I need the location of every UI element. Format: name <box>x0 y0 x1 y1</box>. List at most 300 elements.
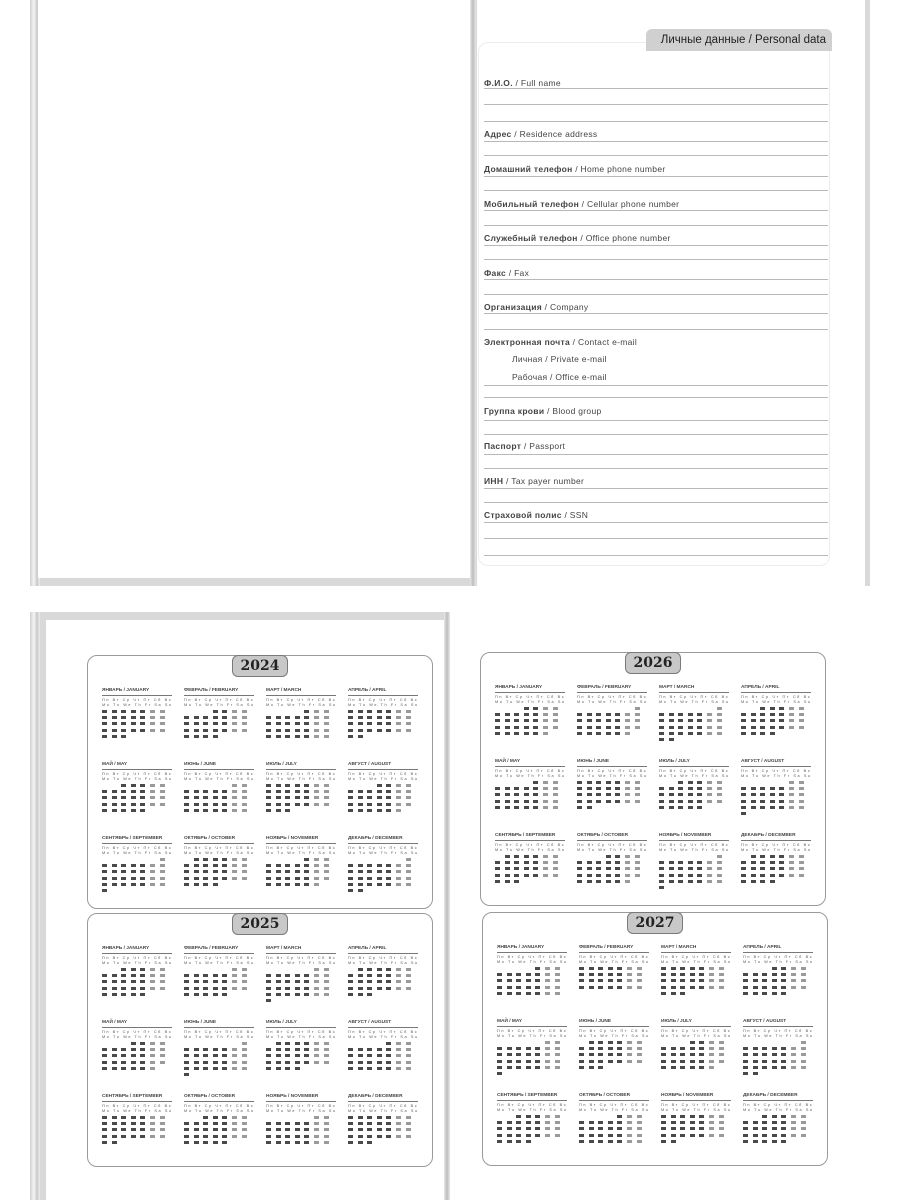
weekday-header-ru: Пн Вт Ср Чт Пт Сб Вс <box>661 955 732 959</box>
day-number <box>799 800 804 803</box>
day-grid <box>102 1042 172 1082</box>
write-in-line[interactable] <box>484 538 828 539</box>
day-number <box>102 1061 107 1064</box>
day-number <box>222 1122 227 1125</box>
write-in-line[interactable] <box>484 190 828 191</box>
day-number <box>386 1128 391 1131</box>
day-number <box>781 986 786 989</box>
day-number <box>295 1054 300 1057</box>
day-number <box>799 855 804 858</box>
field-label-ru: Группа крови <box>484 406 545 416</box>
day-number <box>770 732 775 735</box>
day-number <box>587 880 592 883</box>
day-number <box>232 803 237 806</box>
month-block <box>497 1093 567 1159</box>
day-number <box>314 980 319 983</box>
month-block <box>579 1019 649 1085</box>
day-grid <box>184 968 254 1008</box>
day-number <box>555 992 560 995</box>
month-block <box>102 1020 172 1086</box>
day-number <box>553 713 558 716</box>
day-number <box>102 877 107 880</box>
write-in-line[interactable] <box>484 294 828 295</box>
day-number <box>545 1060 550 1063</box>
day-number <box>232 716 237 719</box>
day-number <box>526 1066 531 1069</box>
day-number <box>184 987 189 990</box>
write-in-line[interactable] <box>484 313 828 314</box>
day-number <box>358 729 363 732</box>
day-number <box>358 864 363 867</box>
day-number <box>555 973 560 976</box>
day-number <box>507 1060 512 1063</box>
day-number <box>545 1066 550 1069</box>
write-in-line[interactable] <box>484 225 828 226</box>
month-name: ДЕКАБРЬ / DECEMBER <box>743 1093 813 1101</box>
day-number <box>285 877 290 880</box>
day-grid <box>348 784 418 824</box>
month-block <box>495 685 565 751</box>
weekday-header-en: Mo Tu We Th Fr Sa Su <box>348 1109 419 1113</box>
day-number <box>555 1047 560 1050</box>
month-name: МАРТ / MARCH <box>659 685 729 693</box>
day-number <box>324 722 329 725</box>
day-number <box>242 722 247 725</box>
day-number <box>770 867 775 870</box>
day-number <box>661 1127 666 1130</box>
day-number <box>743 992 748 995</box>
day-number <box>524 787 529 790</box>
day-number <box>659 806 664 809</box>
day-number <box>348 796 353 799</box>
day-number <box>112 735 117 738</box>
day-number <box>589 1121 594 1124</box>
day-number <box>222 809 227 812</box>
day-number <box>659 719 664 722</box>
write-in-line[interactable] <box>484 279 828 280</box>
weekday-header-ru: Пн Вт Ср Чт Пт Сб Вс <box>743 1103 814 1107</box>
day-number <box>242 864 247 867</box>
field-label-en: Tax payer number <box>511 476 585 486</box>
day-number <box>699 1060 704 1063</box>
write-in-line[interactable] <box>484 502 828 503</box>
day-number <box>121 993 126 996</box>
day-number <box>324 980 329 983</box>
day-number <box>203 803 208 806</box>
day-number <box>406 864 411 867</box>
day-number <box>555 1121 560 1124</box>
day-number <box>213 1135 218 1138</box>
day-number <box>194 858 199 861</box>
day-number <box>751 855 756 858</box>
month-block <box>497 945 567 1011</box>
day-number <box>533 861 538 864</box>
day-number <box>589 1053 594 1056</box>
day-number <box>690 967 695 970</box>
day-number <box>741 713 746 716</box>
day-number <box>276 803 281 806</box>
day-number <box>112 1061 117 1064</box>
day-number <box>112 870 117 873</box>
day-number <box>396 877 401 880</box>
day-number <box>266 870 271 873</box>
day-number <box>276 790 281 793</box>
write-in-line[interactable] <box>484 329 828 330</box>
day-number <box>753 1134 758 1137</box>
day-number <box>377 883 382 886</box>
day-number <box>587 713 592 716</box>
day-number <box>507 1140 512 1143</box>
day-number <box>671 1060 676 1063</box>
day-number <box>285 809 290 812</box>
month-block <box>743 945 813 1011</box>
day-number <box>555 1041 560 1044</box>
day-number <box>533 855 538 858</box>
day-number <box>678 732 683 735</box>
day-number <box>348 716 353 719</box>
field-label-ru: Организация <box>484 302 542 312</box>
day-number <box>358 1116 363 1119</box>
day-number <box>659 738 664 741</box>
day-number <box>184 716 189 719</box>
day-grid <box>661 1041 731 1081</box>
write-in-line[interactable] <box>484 468 828 469</box>
day-number <box>150 803 155 806</box>
day-number <box>524 732 529 735</box>
day-number <box>131 809 136 812</box>
day-number <box>242 790 247 793</box>
day-number <box>799 781 804 784</box>
day-number <box>386 710 391 713</box>
day-number <box>102 710 107 713</box>
day-number <box>497 1053 502 1056</box>
day-number <box>140 790 145 793</box>
day-number <box>497 992 502 995</box>
day-number <box>608 1121 613 1124</box>
write-in-line[interactable] <box>484 121 828 122</box>
day-grid <box>102 968 172 1008</box>
day-number <box>533 800 538 803</box>
month-name: ФЕВРАЛЬ / FEBRUARY <box>184 946 254 954</box>
day-number <box>719 1121 724 1124</box>
day-number <box>697 787 702 790</box>
day-number <box>635 861 640 864</box>
day-number <box>276 729 281 732</box>
day-number <box>669 719 674 722</box>
day-number <box>779 800 784 803</box>
day-number <box>743 1066 748 1069</box>
day-number <box>396 716 401 719</box>
day-number <box>671 1121 676 1124</box>
day-number <box>762 1140 767 1143</box>
day-number <box>396 968 401 971</box>
day-number <box>751 726 756 729</box>
day-number <box>386 1067 391 1070</box>
day-number <box>295 980 300 983</box>
day-number <box>276 1042 281 1045</box>
day-number <box>213 796 218 799</box>
day-number <box>587 726 592 729</box>
day-number <box>526 1060 531 1063</box>
weekday-header-en: Mo Tu We Th Fr Sa Su <box>184 1109 255 1113</box>
day-number <box>598 1121 603 1124</box>
day-number <box>131 722 136 725</box>
day-number <box>635 726 640 729</box>
day-number <box>617 986 622 989</box>
day-number <box>617 1115 622 1118</box>
day-number <box>596 880 601 883</box>
day-number <box>213 790 218 793</box>
write-in-line[interactable] <box>484 488 828 489</box>
weekday-header-ru: Пн Вт Ср Чт Пт Сб Вс <box>579 1103 650 1107</box>
day-number <box>762 979 767 982</box>
day-number <box>627 1041 632 1044</box>
day-number <box>535 1060 540 1063</box>
day-number <box>150 864 155 867</box>
day-number <box>102 870 107 873</box>
day-number <box>779 719 784 722</box>
day-number <box>295 1128 300 1131</box>
weekday-header-ru: Пн Вт Ср Чт Пт Сб Вс <box>102 698 173 702</box>
day-number <box>598 1047 603 1050</box>
day-number <box>751 806 756 809</box>
day-number <box>709 973 714 976</box>
day-grid <box>266 1042 336 1082</box>
day-number <box>396 1067 401 1070</box>
day-number <box>295 735 300 738</box>
write-in-line[interactable] <box>484 385 828 386</box>
month-block <box>266 1020 336 1086</box>
field-label-ru: Электронная почта <box>484 337 571 347</box>
day-number <box>213 987 218 990</box>
day-number <box>213 1141 218 1144</box>
day-number <box>295 870 300 873</box>
day-number <box>688 726 693 729</box>
write-in-line[interactable] <box>484 210 828 211</box>
day-number <box>121 722 126 725</box>
day-number <box>690 979 695 982</box>
day-number <box>406 1048 411 1051</box>
day-number <box>589 979 594 982</box>
day-number <box>707 874 712 877</box>
day-number <box>688 861 693 864</box>
day-number <box>406 1042 411 1045</box>
weekday-header-ru: Пн Вт Ср Чт Пт Сб Вс <box>743 955 814 959</box>
write-in-line[interactable] <box>484 176 828 177</box>
day-number <box>367 980 372 983</box>
day-number <box>184 1061 189 1064</box>
write-in-line[interactable] <box>484 522 828 523</box>
day-number <box>222 790 227 793</box>
day-number <box>661 1053 666 1056</box>
day-number <box>688 874 693 877</box>
day-number <box>596 861 601 864</box>
day-number <box>741 793 746 796</box>
day-number <box>608 1140 613 1143</box>
day-number <box>751 861 756 864</box>
day-number <box>285 1128 290 1131</box>
day-number <box>102 974 107 977</box>
day-number <box>781 1134 786 1137</box>
day-number <box>543 867 548 870</box>
day-number <box>514 726 519 729</box>
day-number <box>150 1116 155 1119</box>
day-number <box>194 1054 199 1057</box>
day-number <box>131 993 136 996</box>
day-grid <box>661 967 731 1007</box>
day-number <box>799 793 804 796</box>
month-block <box>266 946 336 1012</box>
day-number <box>358 722 363 725</box>
day-number <box>598 967 603 970</box>
day-number <box>743 1053 748 1056</box>
day-number <box>112 1141 117 1144</box>
day-number <box>112 722 117 725</box>
day-number <box>717 781 722 784</box>
day-number <box>524 793 529 796</box>
day-number <box>276 974 281 977</box>
day-number <box>789 855 794 858</box>
month-block <box>348 946 418 1012</box>
day-number <box>367 796 372 799</box>
write-in-line[interactable] <box>484 104 828 105</box>
write-in-line[interactable] <box>484 434 828 435</box>
write-in-line[interactable] <box>484 245 828 246</box>
field-label-ru: Служебный телефон <box>484 233 578 243</box>
day-number <box>772 1140 777 1143</box>
day-number <box>497 1047 502 1050</box>
day-number <box>789 793 794 796</box>
day-number <box>751 732 756 735</box>
day-number <box>781 1066 786 1069</box>
day-number <box>112 803 117 806</box>
day-number <box>295 1048 300 1051</box>
day-number <box>396 980 401 983</box>
day-number <box>598 1127 603 1130</box>
day-number <box>213 1122 218 1125</box>
day-number <box>406 987 411 990</box>
day-number <box>112 1128 117 1131</box>
day-number <box>637 1047 642 1050</box>
day-number <box>203 993 208 996</box>
day-number <box>203 974 208 977</box>
day-number <box>535 1066 540 1069</box>
day-number <box>762 973 767 976</box>
day-number <box>524 874 529 877</box>
day-number <box>222 729 227 732</box>
write-in-line[interactable] <box>484 397 828 398</box>
year-label: 2024 <box>232 655 288 677</box>
day-number <box>697 806 702 809</box>
write-in-line[interactable] <box>484 555 828 556</box>
day-number <box>102 864 107 867</box>
day-number <box>222 858 227 861</box>
day-number <box>678 719 683 722</box>
day-number <box>671 1053 676 1056</box>
month-name: АВГУСТ / AUGUST <box>348 762 418 770</box>
write-in-line[interactable] <box>484 420 828 421</box>
day-number <box>295 796 300 799</box>
day-number <box>669 867 674 870</box>
day-number <box>637 1127 642 1130</box>
day-number <box>699 1115 704 1118</box>
day-number <box>121 870 126 873</box>
day-number <box>285 1042 290 1045</box>
day-number <box>324 790 329 793</box>
day-number <box>232 796 237 799</box>
day-number <box>203 716 208 719</box>
day-number <box>121 1122 126 1125</box>
day-number <box>194 993 199 996</box>
write-in-line[interactable] <box>484 155 828 156</box>
day-number <box>131 1048 136 1051</box>
weekday-header-ru: Пн Вт Ср Чт Пт Сб Вс <box>102 846 173 850</box>
day-number <box>222 796 227 799</box>
day-number <box>608 1041 613 1044</box>
day-number <box>276 1141 281 1144</box>
day-number <box>150 987 155 990</box>
write-in-line[interactable] <box>484 454 828 455</box>
write-in-line[interactable] <box>484 259 828 260</box>
day-number <box>285 803 290 806</box>
weekday-header-en: Mo Tu We Th Fr Sa Su <box>743 960 814 964</box>
day-number <box>102 980 107 983</box>
day-number <box>213 993 218 996</box>
day-number <box>367 716 372 719</box>
day-number <box>526 986 531 989</box>
day-number <box>304 710 309 713</box>
day-number <box>533 726 538 729</box>
weekday-header-en: Mo Tu We Th Fr Sa Su <box>348 1035 419 1039</box>
day-number <box>514 855 519 858</box>
day-number <box>760 880 765 883</box>
day-number <box>669 806 674 809</box>
day-number <box>285 796 290 799</box>
day-number <box>358 796 363 799</box>
weekday-header-ru: Пн Вт Ср Чт Пт Сб Вс <box>497 955 568 959</box>
day-number <box>760 806 765 809</box>
day-number <box>533 781 538 784</box>
day-number <box>377 790 382 793</box>
day-number <box>266 716 271 719</box>
day-number <box>266 1067 271 1070</box>
day-number <box>514 732 519 735</box>
day-number <box>579 979 584 982</box>
day-number <box>121 974 126 977</box>
day-number <box>719 1115 724 1118</box>
weekday-header-ru: Пн Вт Ср Чт Пт Сб Вс <box>659 695 730 699</box>
day-number <box>348 722 353 725</box>
write-in-line[interactable] <box>484 88 828 89</box>
day-number <box>213 803 218 806</box>
day-number <box>699 1053 704 1056</box>
day-number <box>276 1067 281 1070</box>
day-number <box>160 858 165 861</box>
day-number <box>779 867 784 870</box>
day-number <box>535 1121 540 1124</box>
day-number <box>348 1122 353 1125</box>
month-name: ОКТЯБРЬ / OCTOBER <box>579 1093 649 1101</box>
weekday-header-en: Mo Tu We Th Fr Sa Su <box>741 700 812 704</box>
month-name: ИЮНЬ / JUNE <box>184 1020 254 1028</box>
day-number <box>577 867 582 870</box>
day-number <box>304 864 309 867</box>
day-number <box>203 864 208 867</box>
day-number <box>587 874 592 877</box>
write-in-line[interactable] <box>484 141 828 142</box>
day-number <box>184 790 189 793</box>
day-number <box>760 707 765 710</box>
